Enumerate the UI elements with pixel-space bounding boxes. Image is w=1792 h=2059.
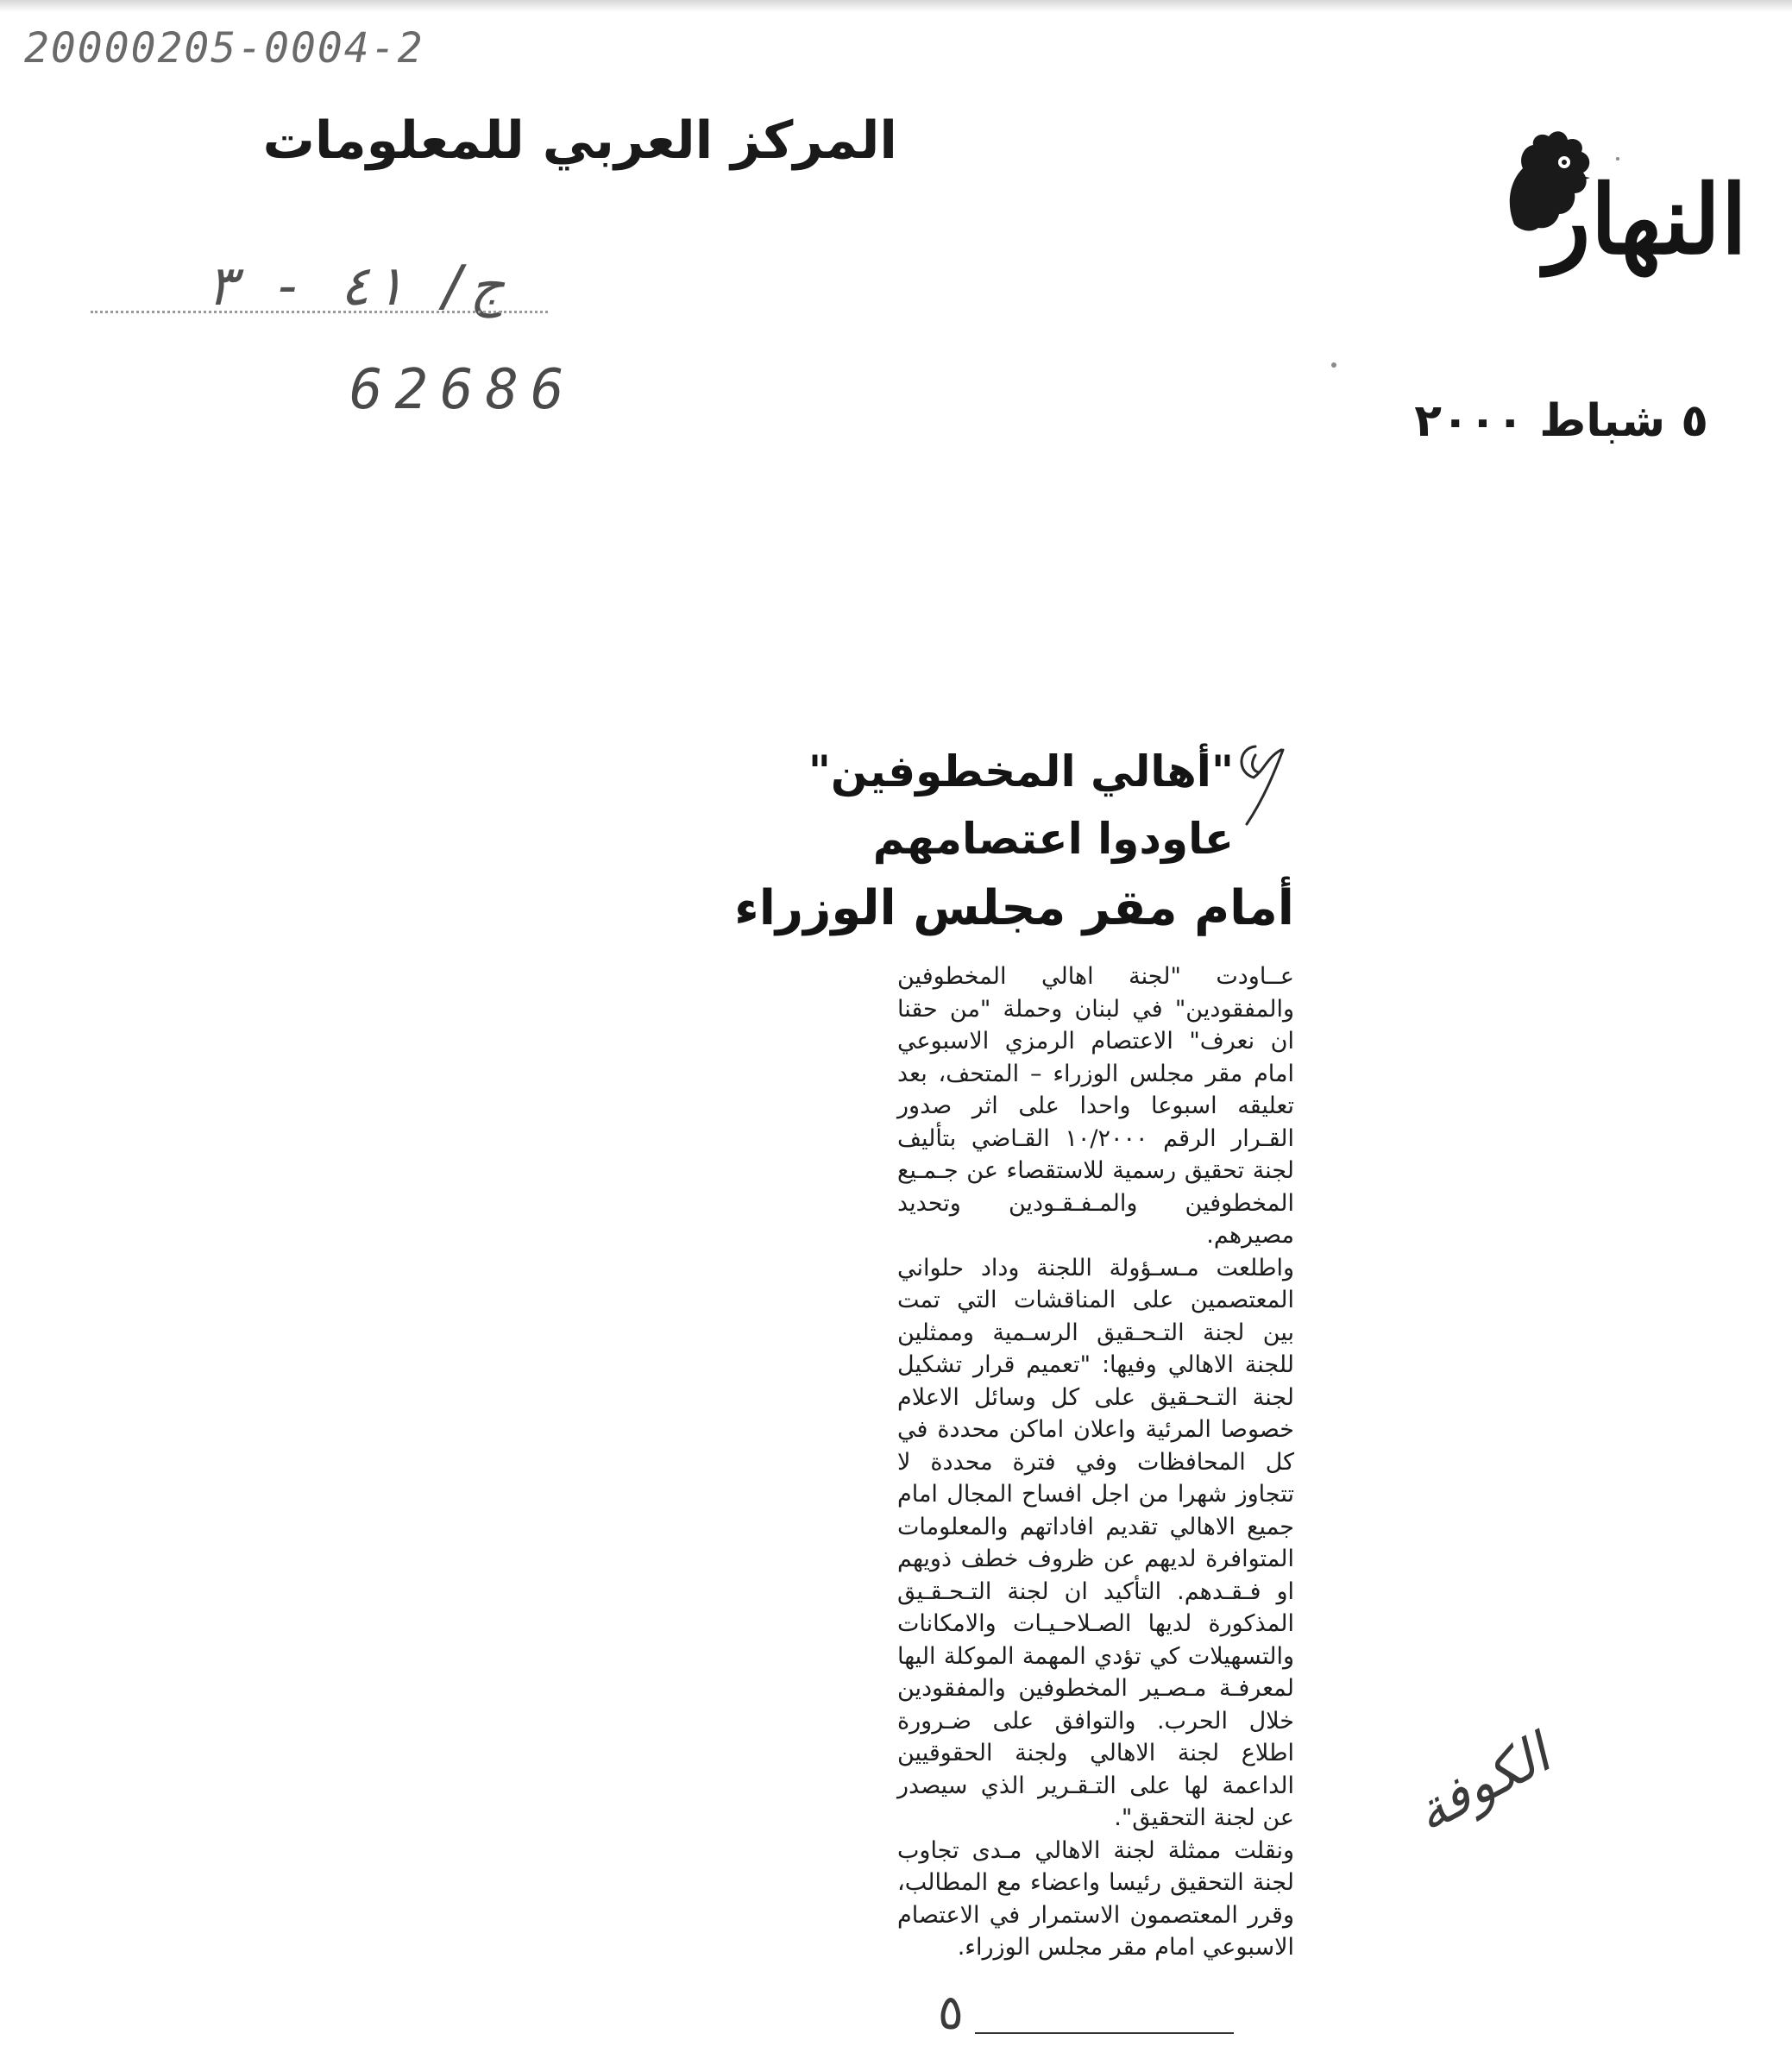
- class-code-handwritten: ج/ ٤١ - ٣: [205, 255, 505, 318]
- article-paragraph-3: ونقلت ممثلة لجنة الاهالي مـدى تجاوب لجنة التحقيق رئيسا واعضاء مع المطالب، وقرر المعتصمون الاستمرار في الاعتصام الاسبوعي امام مقر مجلس الوزراء.: [897, 1836, 1294, 1961]
- article-paragraph-2: واطلعت مـسـؤولة اللجنة وداد حلواني المعتصمين على المناقشات التي تمت بين لجنة التـحـقيق الرسـمية وممثلين للجنة الاهالي وفيها: "تعميم قرار تشكيل لجنة التـحـقيق على كل وسائل الاعلام خصوصا المرئية واعلان اماكن محددة في كل المحافظات وفي فترة محددة لا تتجاوز شهرا من اجل افساح المجال امام جميع الاهالي تقديم افاداتهم والمعلومات المتوافرة لديهم عن ظروف خطف ذويهم او فـقـدهم. التأكيد ان لجنة التـحـقـيق المذكورة لديها الصـلاحـيـات والامكانات والتسهيلات كي تؤدي المهمة الموكلة اليها لمعرفـة مـصـير المخطوفين والمفقودين خلال الحرب. والتوافق على ضـرورة اطلاع لجنة الاهالي ولجنة الحقوقيين الداعمة لها على التـقـرير الذي سيصدر عن لجنة التحقيق".: [897, 1254, 1294, 1831]
- newspaper-name: النهار: [1544, 164, 1747, 275]
- scan-edge-shadow: [0, 0, 1792, 12]
- article: [734, 738, 1294, 1964]
- archive-id-handwritten: 20000205-0004-2: [24, 24, 424, 72]
- margin-note: [1398, 1722, 1560, 1873]
- dotted-rule: [91, 311, 548, 313]
- center-name-letterhead: المركز العربي للمعلومات: [262, 110, 897, 171]
- article-body: [897, 960, 1294, 1964]
- headline-line-3: أمام مقر مجلس الوزراء: [734, 880, 1294, 936]
- headline-line-1: "أهالي المخطوفين": [808, 746, 1234, 797]
- scan-speck: [1616, 157, 1619, 161]
- end-mark-handwritten: ٥: [936, 1985, 965, 2041]
- article-paragraph-1: عــاودت "لجنة اهالي المخطوفين والمفقودين" في لبنان وحملة "من حقنا ان نعرف" الاعتصام الرمزي الاسبوعي امام مقر مجلس الوزراء – المتحف، بعد تعليقه اسبوعا واحدا على اثر صدور القـرار الرقم ١٠/٢٠٠٠ القـاضي بتأليف لجنة تحقيق رسمية للاستقصاء عن جـمـيع المخطوفين والمـفـقـودين وتحديد مصيرهم.: [897, 963, 1294, 1249]
- margin-note-handwritten: الكوفة: [1404, 1722, 1560, 1845]
- file-number-handwritten: 62686: [349, 358, 576, 422]
- headline-line-2: عاودوا اعتصامهم: [872, 814, 1234, 864]
- article-end-rule: [975, 2032, 1234, 2034]
- newspaper-masthead: [1350, 129, 1747, 285]
- scan-speck: [1331, 362, 1336, 368]
- publication-date: ٥ شباط ٢٠٠٠: [1414, 395, 1708, 447]
